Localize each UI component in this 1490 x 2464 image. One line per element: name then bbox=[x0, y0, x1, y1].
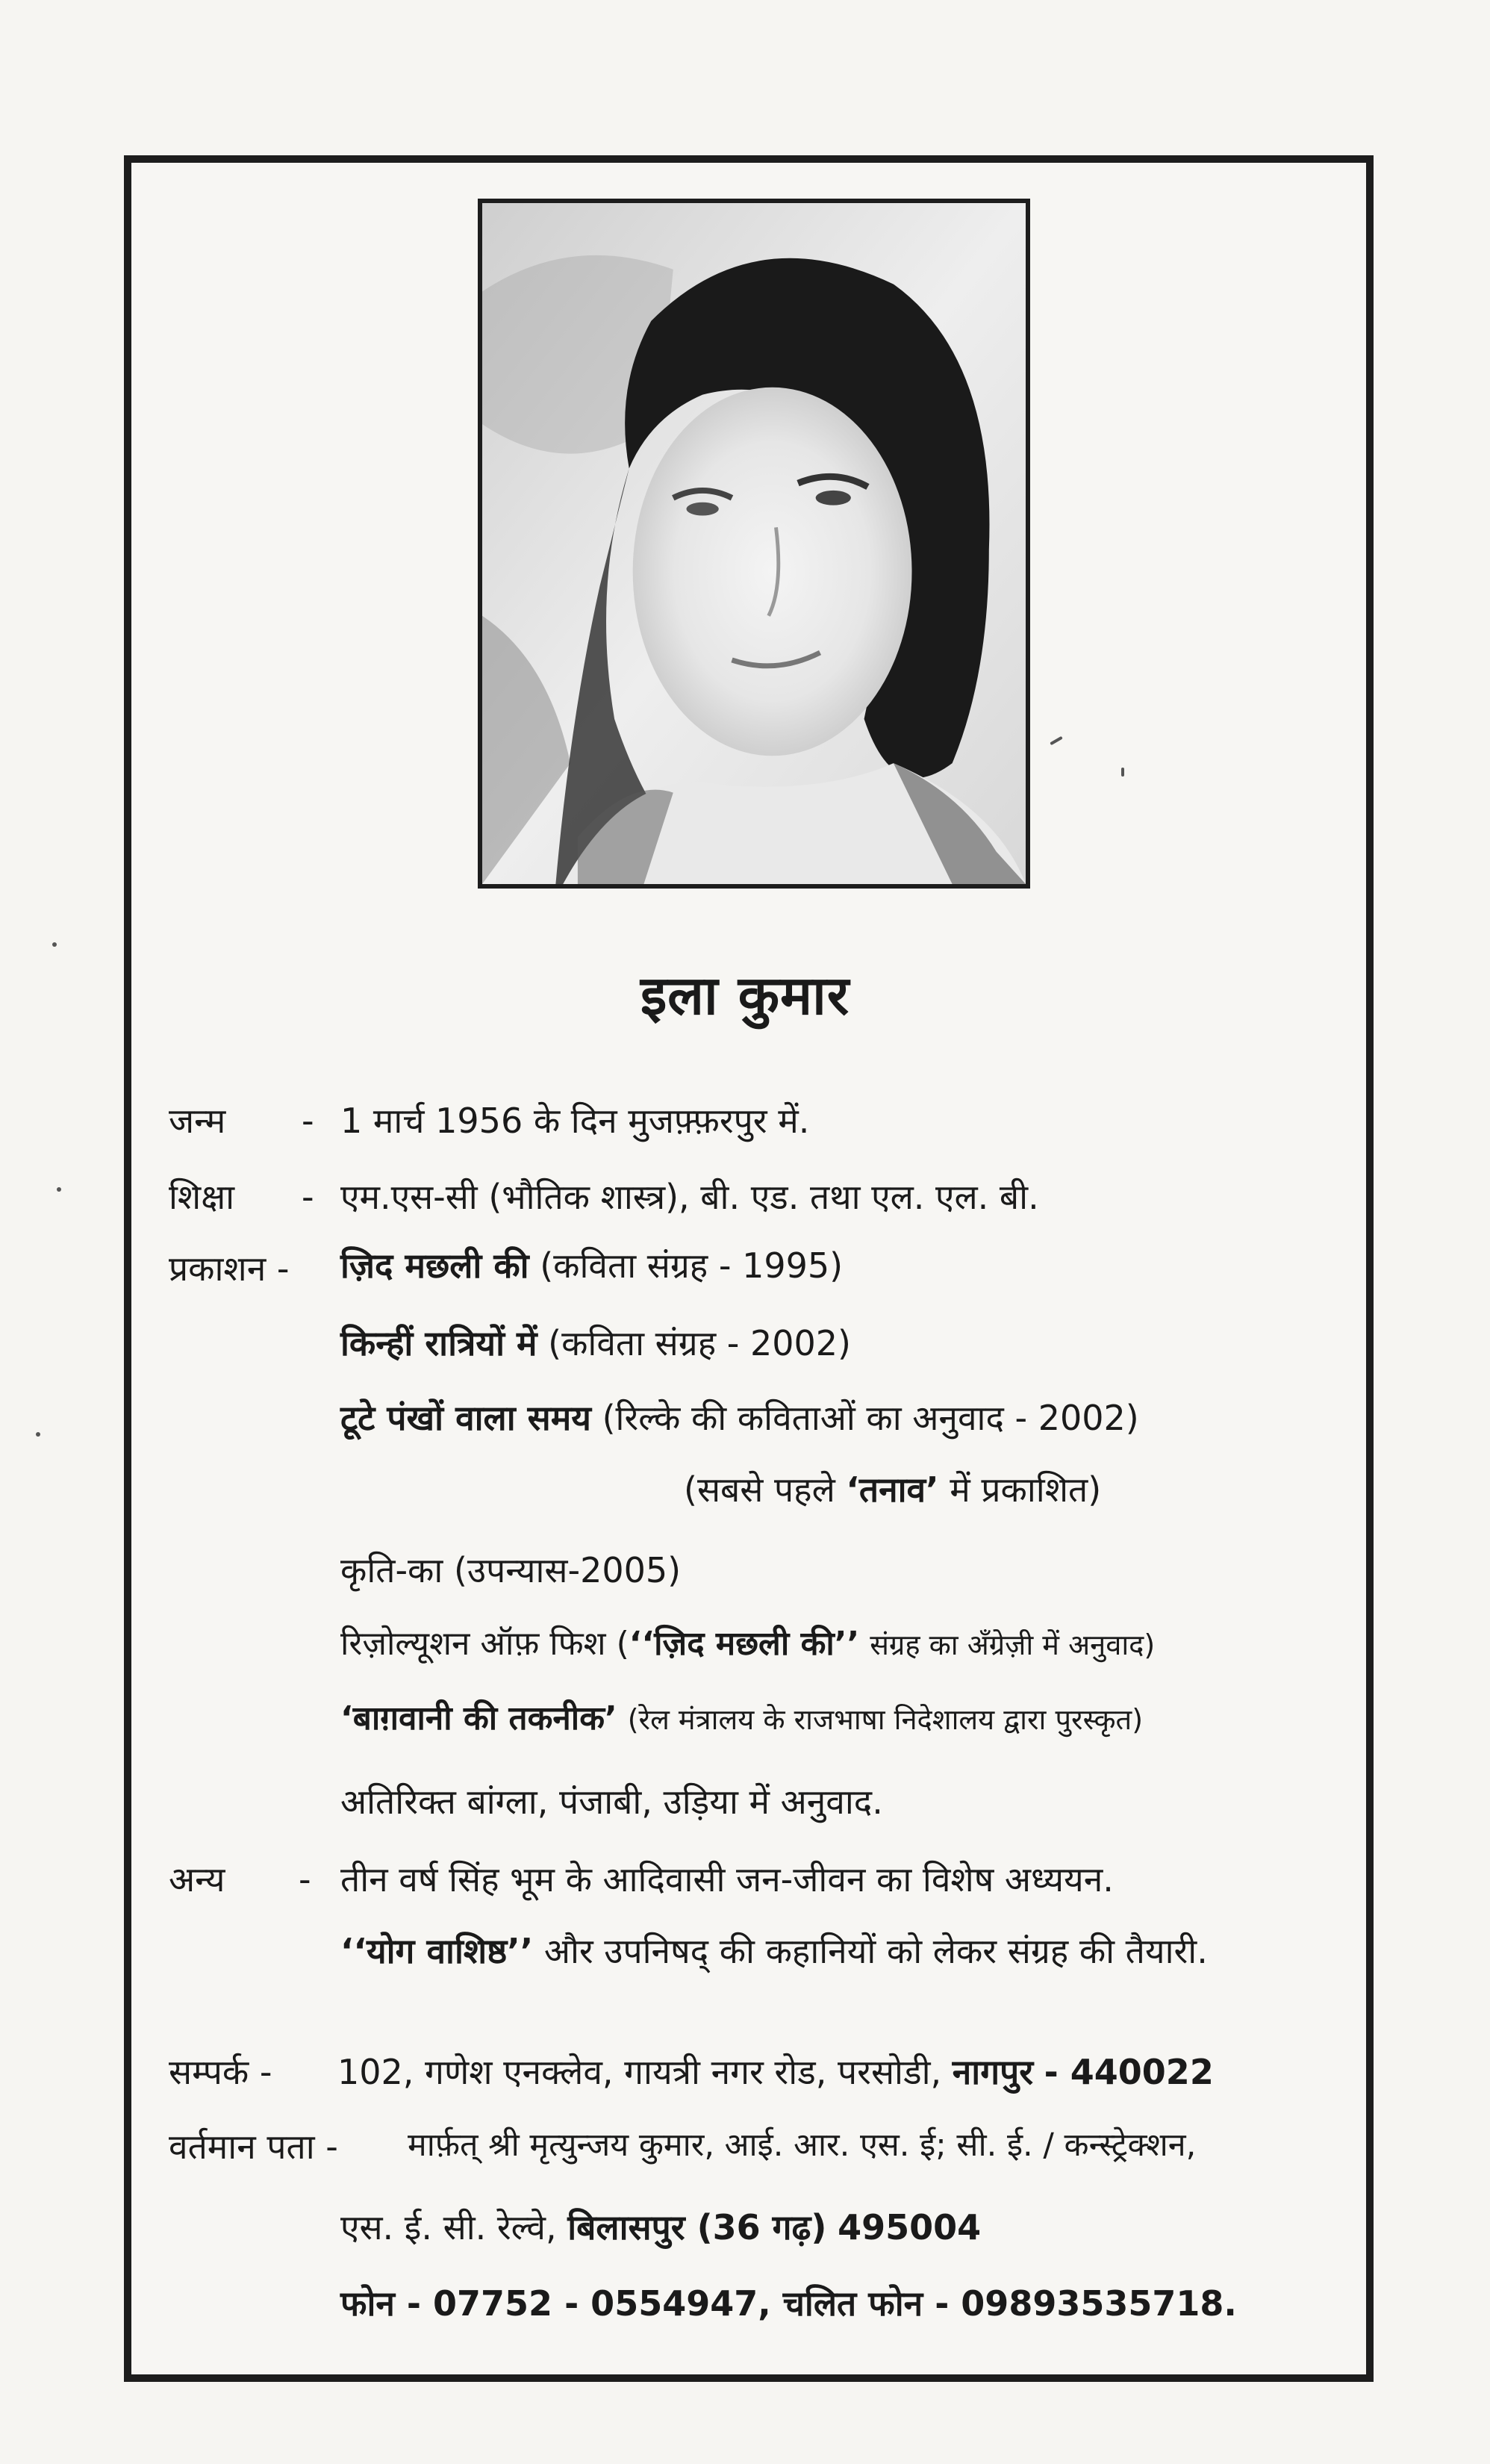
scan-mark bbox=[1121, 768, 1124, 777]
contact-address-text: 102, गणेश एनक्लेव, गायत्री नगर रोड, परसोडी, bbox=[337, 2052, 942, 2092]
birth-label: जन्म bbox=[169, 1101, 226, 1141]
publications-label: प्रकाशन - bbox=[169, 1248, 290, 1289]
note-bold: ‘तनाव’ bbox=[846, 1469, 939, 1510]
publication-detail: (रेल मंत्रालय के राजभाषा निदेशालय द्वारा पुरस्कृत) bbox=[627, 1703, 1144, 1736]
publication-detail: (रिल्के की कविताओं का अनुवाद - 2002) bbox=[602, 1398, 1139, 1438]
publication-title: किन्हीं रात्रियों में bbox=[340, 1323, 537, 1363]
author-name: इला कुमार bbox=[640, 964, 850, 1027]
publication-detail: (कविता संग्रह - 2002) bbox=[548, 1323, 851, 1363]
publication-translations: अतिरिक्त बांग्ला, पंजाबी, उड़िया में अनुवाद. bbox=[340, 1782, 883, 1822]
publication-title: ज़िद मछली की bbox=[340, 1245, 529, 1286]
publication-title: टूटे पंखों वाला समय bbox=[340, 1398, 591, 1438]
publication-detail: (उपन्यास-2005) bbox=[453, 1550, 682, 1590]
current-address-railway: एस. ई. सी. रेल्वे, bbox=[340, 2207, 557, 2247]
contact-city: नागपुर bbox=[952, 2052, 1034, 2092]
publication-detail-prefix: ( bbox=[616, 1625, 629, 1663]
other-line-1: तीन वर्ष सिंह भूम के आदिवासी जन-जीवन का विशेष अध्ययन. bbox=[340, 1859, 1114, 1900]
scan-speck bbox=[36, 1432, 40, 1437]
current-address-line-2 bbox=[340, 2207, 982, 2247]
publication-item bbox=[340, 1699, 1144, 1737]
publication-detail-bold: ‘‘ज़िद मछली की’’ bbox=[629, 1625, 860, 1663]
other-line-2 bbox=[340, 1931, 1208, 1971]
current-address-line-1: मार्फ़त् श्री मृत्युन्जय कुमार, आई. आर. एस. ई; सी. ई. / कन्स्ट्रेक्शन, bbox=[408, 2127, 1197, 2164]
birth-value: 1 मार्च 1956 के दिन मुजफ़्फ़रपुर में. bbox=[340, 1101, 810, 1141]
current-address-pin: 495004 bbox=[838, 2207, 982, 2247]
current-address-city: बिलासपुर (36 गढ़) bbox=[567, 2207, 827, 2247]
scan-speck bbox=[57, 1187, 61, 1192]
publication-item bbox=[340, 1625, 1156, 1663]
current-address-label: वर्तमान पता - bbox=[169, 2127, 338, 2167]
other-line-2-rest: और उपनिषद् की कहानियों को लेकर संग्रह की तैयारी. bbox=[543, 1931, 1208, 1971]
contact-address bbox=[337, 2052, 1214, 2092]
publication-item bbox=[340, 1245, 844, 1286]
education-dash: - bbox=[302, 1177, 314, 1217]
author-portrait bbox=[478, 199, 1030, 889]
birth-dash: - bbox=[302, 1101, 314, 1141]
scan-speck bbox=[52, 942, 57, 947]
other-label: अन्य bbox=[169, 1859, 225, 1900]
publication-title: रिज़ोल्यूशन ऑफ़ फिश bbox=[340, 1625, 606, 1663]
publication-detail-suffix: संग्रह का अँग्रेज़ी में अनुवाद) bbox=[870, 1628, 1156, 1661]
note-prefix: (सबसे पहले bbox=[684, 1469, 835, 1510]
publication-title: ‘बाग़वानी की तकनीक’ bbox=[340, 1699, 617, 1737]
note-suffix: में प्रकाशित) bbox=[950, 1469, 1102, 1510]
contact-pin: - 440022 bbox=[1044, 2052, 1214, 2092]
publication-item bbox=[340, 1398, 1139, 1438]
portrait-image bbox=[482, 203, 1026, 884]
phone-line: फोन - 07752 - 0554947, चलित फोन - 09893535718. bbox=[340, 2283, 1237, 2324]
education-value: एम.एस-सी (भौतिक शास्त्र), बी. एड. तथा एल. एल. बी. bbox=[340, 1177, 1039, 1217]
publication-detail: (कविता संग्रह - 1995) bbox=[540, 1245, 844, 1286]
other-dash: - bbox=[299, 1859, 311, 1900]
publication-note bbox=[684, 1469, 1102, 1510]
education-label: शिक्षा bbox=[169, 1177, 235, 1217]
publication-item bbox=[340, 1323, 851, 1363]
other-line-2-bold: ‘‘योग वाशिष्ठ’’ bbox=[340, 1931, 534, 1971]
publication-item bbox=[340, 1550, 682, 1590]
publication-title: कृति-का bbox=[340, 1550, 443, 1590]
contact-label: सम्पर्क - bbox=[169, 2052, 272, 2092]
